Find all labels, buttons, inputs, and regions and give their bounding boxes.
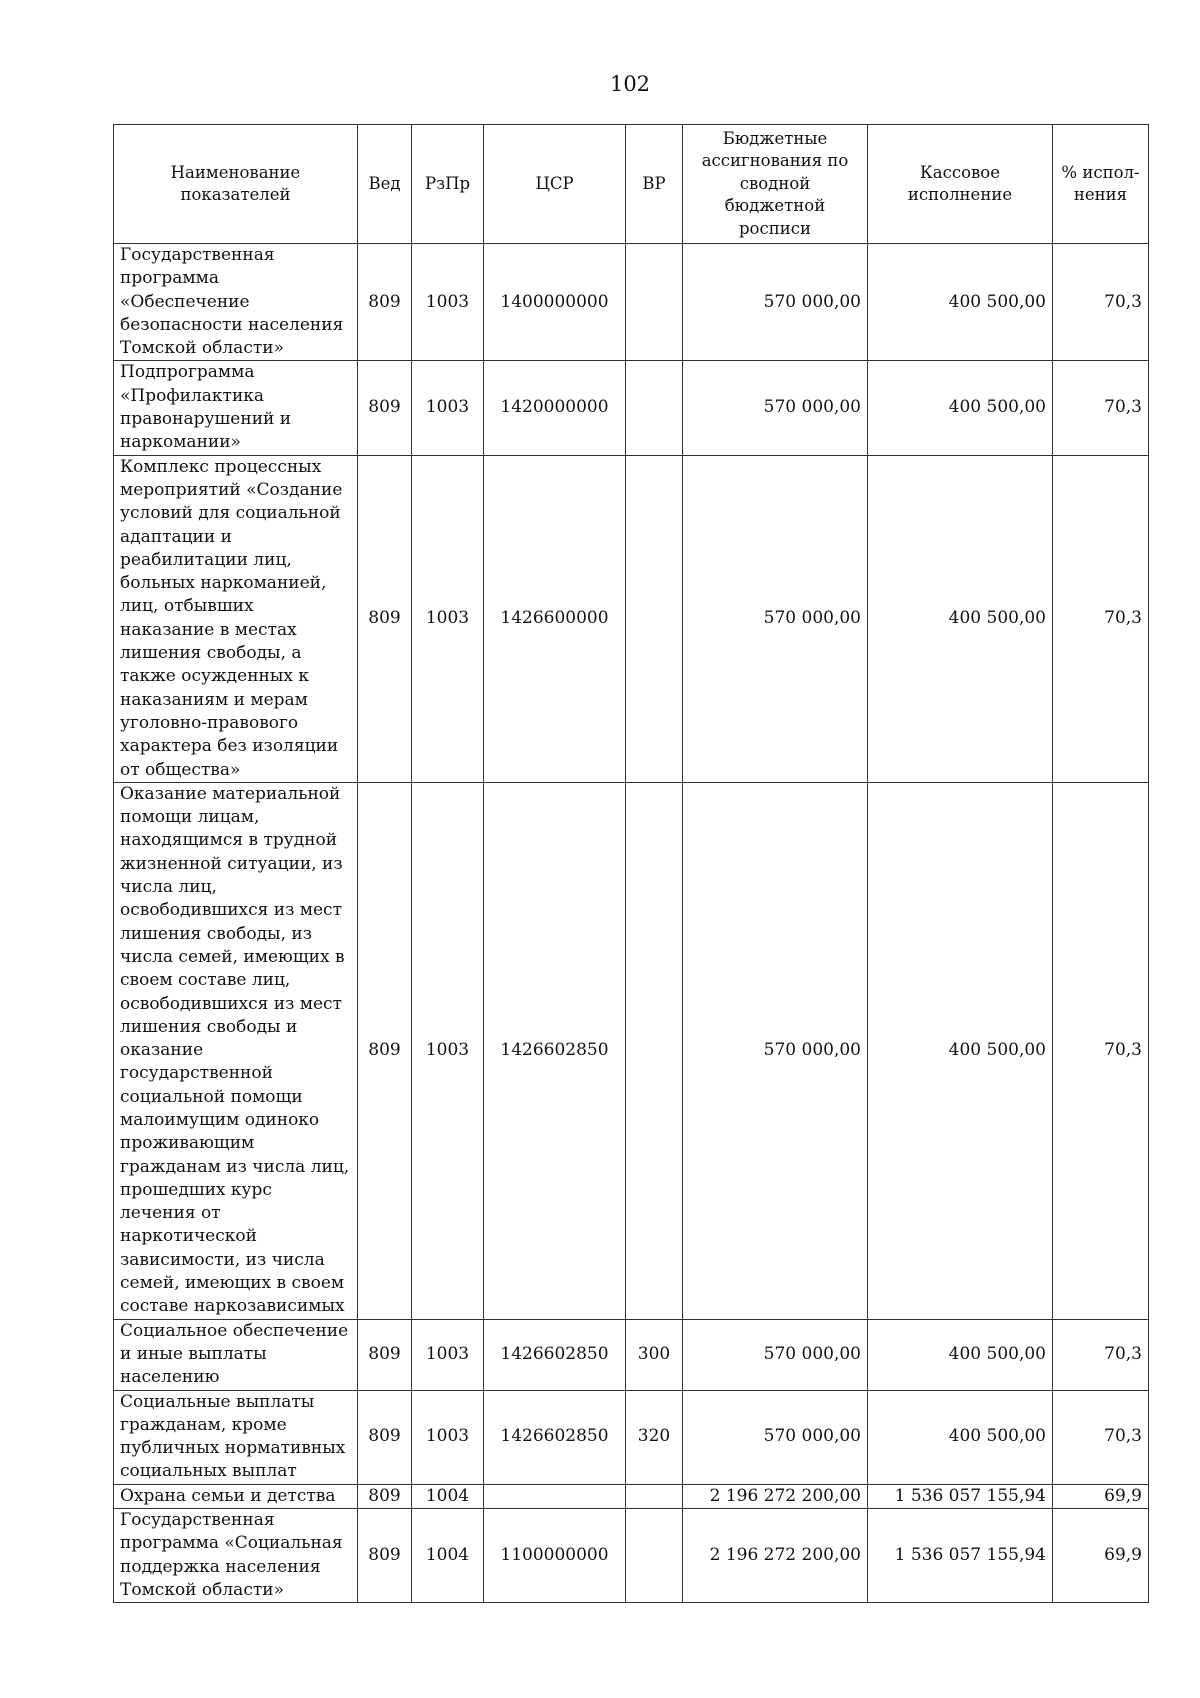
row-rzpr: 1003 [412,455,484,782]
row-percent: 70,3 [1053,455,1149,782]
header-ved: Вед [358,125,412,244]
row-percent: 70,3 [1053,782,1149,1319]
header-execution: Кассовое исполнение [868,125,1053,244]
row-ved: 809 [358,1319,412,1390]
row-csr: 1426602850 [484,782,626,1319]
row-execution: 400 500,00 [868,782,1053,1319]
row-name: Оказание материальной помощи лицам, находящимся в трудной жизненной ситуации, из числа лиц, освободившихся из мест лишения свободы, из числа семей, имеющих в своем составе лиц, освободившихся из мест лишения свободы и оказание государственной социальной помощи малоимущим одиноко проживающим гражданам из числа лиц, прошедших курс лечения от наркотической зависимости, из числа семей, имеющих в своем составе наркозависимых [114,782,358,1319]
row-rzpr: 1003 [412,361,484,455]
row-name: Государственная программа «Обеспечение безопасности населения Томской области» [114,244,358,361]
row-assignments: 570 000,00 [683,361,868,455]
row-vr [626,1509,683,1603]
row-execution: 400 500,00 [868,1390,1053,1484]
row-vr: 300 [626,1319,683,1390]
row-percent: 69,9 [1053,1509,1149,1603]
row-percent: 70,3 [1053,244,1149,361]
row-csr: 1426602850 [484,1319,626,1390]
header-assignments: Бюджетные ассигнования по сводной бюджетной росписи [683,125,868,244]
header-vr: ВР [626,125,683,244]
row-csr [484,1484,626,1508]
table-row [114,1484,1149,1508]
row-name: Социальные выплаты гражданам, кроме публичных нормативных социальных выплат [114,1390,358,1484]
row-execution: 1 536 057 155,94 [868,1509,1053,1603]
table-row [114,244,1149,361]
budget-table [113,124,1149,1603]
row-vr: 320 [626,1390,683,1484]
row-assignments: 2 196 272 200,00 [683,1509,868,1603]
row-csr: 1426600000 [484,455,626,782]
row-assignments: 570 000,00 [683,244,868,361]
row-assignments: 570 000,00 [683,1390,868,1484]
table-row [114,455,1149,782]
row-execution: 400 500,00 [868,455,1053,782]
row-ved: 809 [358,244,412,361]
row-percent: 70,3 [1053,361,1149,455]
row-name: Государственная программа «Социальная поддержка населения Томской области» [114,1509,358,1603]
table-row [114,1390,1149,1484]
row-assignments: 570 000,00 [683,782,868,1319]
header-percent: % испол-нения [1053,125,1149,244]
row-rzpr: 1003 [412,1390,484,1484]
row-ved: 809 [358,1390,412,1484]
row-name: Комплекс процессных мероприятий «Создание условий для социальной адаптации и реабилитации лиц, больных наркоманией, лиц, отбывших наказание в местах лишения свободы, а также осужденных к наказаниям и мерам уголовно-правового характера без изоляции от общества» [114,455,358,782]
row-csr: 1100000000 [484,1509,626,1603]
table-row [114,782,1149,1319]
row-ved: 809 [358,782,412,1319]
row-rzpr: 1004 [412,1509,484,1603]
page-number: 102 [609,72,651,96]
row-execution: 400 500,00 [868,1319,1053,1390]
row-ved: 809 [358,1509,412,1603]
row-percent: 69,9 [1053,1484,1149,1508]
row-execution: 1 536 057 155,94 [868,1484,1053,1508]
table-row [114,361,1149,455]
header-csr: ЦСР [484,125,626,244]
row-rzpr: 1004 [412,1484,484,1508]
row-vr [626,455,683,782]
row-execution: 400 500,00 [868,361,1053,455]
row-ved: 809 [358,361,412,455]
row-percent: 70,3 [1053,1390,1149,1484]
row-assignments: 570 000,00 [683,1319,868,1390]
row-assignments: 2 196 272 200,00 [683,1484,868,1508]
row-vr [626,1484,683,1508]
table-row [114,1509,1149,1603]
row-vr [626,782,683,1319]
table-row [114,1319,1149,1390]
row-rzpr: 1003 [412,1319,484,1390]
row-execution: 400 500,00 [868,244,1053,361]
row-ved: 809 [358,1484,412,1508]
row-vr [626,244,683,361]
row-rzpr: 1003 [412,782,484,1319]
row-vr [626,361,683,455]
row-csr: 1400000000 [484,244,626,361]
header-rzpr: РзПр [412,125,484,244]
row-assignments: 570 000,00 [683,455,868,782]
row-name: Подпрограмма «Профилактика правонарушений и наркомании» [114,361,358,455]
row-csr: 1426602850 [484,1390,626,1484]
row-csr: 1420000000 [484,361,626,455]
row-percent: 70,3 [1053,1319,1149,1390]
header-name: Наименование показателей [114,125,358,244]
header-row [114,125,1149,244]
row-ved: 809 [358,455,412,782]
row-name: Социальное обеспечение и иные выплаты населению [114,1319,358,1390]
row-name: Охрана семьи и детства [114,1484,358,1508]
row-rzpr: 1003 [412,244,484,361]
